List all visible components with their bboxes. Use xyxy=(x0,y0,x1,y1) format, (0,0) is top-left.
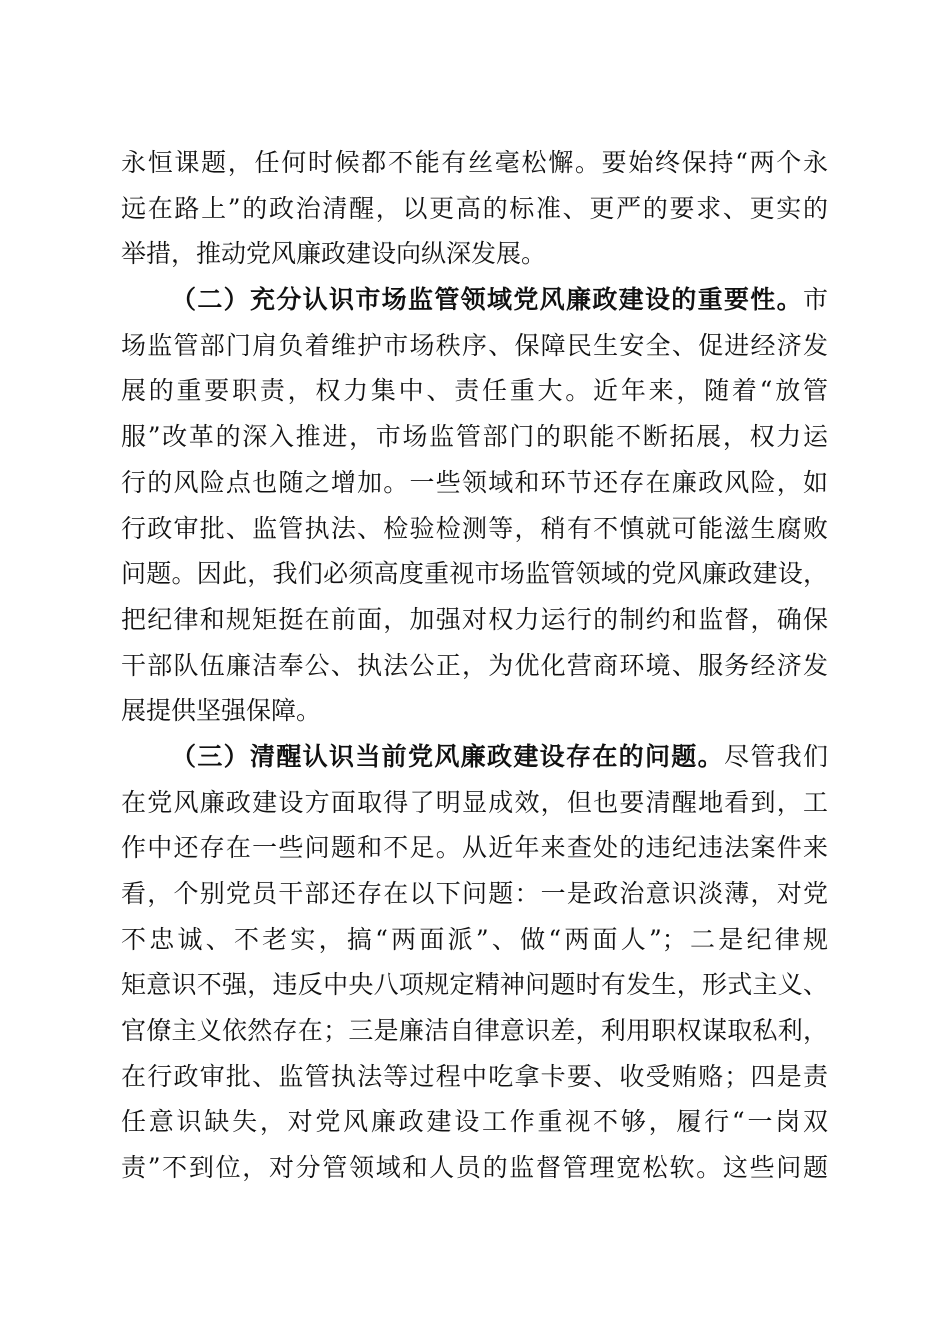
paragraph-3-line-3: 作中还存在一些问题和不足。从近年来查处的违纪违法案件来 xyxy=(121,833,828,863)
paragraph-3-line-5: 不忠诚、不老实，搞“两面派”、做“两面人”；二是纪律规 xyxy=(121,924,828,954)
paragraph-2-line-6: 行政审批、监管执法、检验检测等，稍有不慎就可能滋生腐败 xyxy=(121,513,828,543)
paragraph-3-line-6: 矩意识不强，违反中央八项规定精神问题时有发生，形式主义、 xyxy=(121,970,828,1000)
paragraph-2-line-3: 展的重要职责，权力集中、责任重大。近年来，随着“放管 xyxy=(121,376,828,406)
paragraph-2-line-4: 服”改革的深入推进，市场监管部门的职能不断拓展，权力运 xyxy=(121,422,828,452)
paragraph-3-line-4: 看，个别党员干部还存在以下问题：一是政治意识淡薄，对党 xyxy=(121,879,828,908)
paragraph-3-line-1-rest: 尽管我们 xyxy=(723,741,828,771)
paragraph-2-line-9: 干部队伍廉洁奉公、执法公正，为优化营商环境、服务经济发 xyxy=(121,650,828,680)
paragraph-1-line-2: 远在路上”的政治清醒，以更高的标准、更严的要求、更实的 xyxy=(121,193,828,223)
paragraph-3-line-10: 责”不到位，对分管领域和人员的监督管理宽松软。这些问题 xyxy=(121,1153,828,1183)
paragraph-2-line-1-rest: 市 xyxy=(802,285,828,315)
section-heading-3: （三）清醒认识当前党风廉政建设存在的问题。 xyxy=(171,741,724,771)
paragraph-3-line-2: 在党风廉政建设方面取得了明显成效，但也要清醒地看到，工 xyxy=(121,787,828,817)
paragraph-1-line-1: 永恒课题，任何时候都不能有丝毫松懈。要始终保持“两个永 xyxy=(121,148,828,177)
paragraph-2-line-1 xyxy=(121,277,828,323)
paragraph-1 xyxy=(121,140,828,277)
section-heading-2: （二）充分认识市场监管领域党风廉政建设的重要性。 xyxy=(171,285,803,315)
paragraph-3-line-9: 任意识缺失，对党风廉政建设工作重视不够，履行“一岗双 xyxy=(121,1107,828,1137)
paragraph-3-line-7: 官僚主义依然存在；三是廉洁自律意识差，利用职权谋取私利， xyxy=(121,1016,828,1046)
paragraph-2 xyxy=(121,277,828,734)
paragraph-2-line-7: 问题。因此，我们必须高度重视市场监管领域的党风廉政建设， xyxy=(121,559,828,589)
paragraph-2-line-10: 展提供坚强保障。 xyxy=(121,696,322,726)
paragraph-1-line-3: 举措，推动党风廉政建设向纵深发展。 xyxy=(121,239,547,269)
paragraph-2-line-2: 场监管部门肩负着维护市场秩序、保障民生安全、促进经济发 xyxy=(121,330,828,360)
paragraph-2-line-5: 行的风险点也随之增加。一些领域和环节还存在廉政风险，如 xyxy=(121,467,828,497)
document-body xyxy=(121,140,828,1191)
paragraph-3-line-8: 在行政审批、监管执法等过程中吃拿卡要、收受贿赂；四是责 xyxy=(121,1061,828,1091)
paragraph-3 xyxy=(121,734,828,1191)
paragraph-3-line-1 xyxy=(121,734,828,780)
paragraph-2-line-8: 把纪律和规矩挺在前面，加强对权力运行的制约和监督，确保 xyxy=(121,604,828,634)
